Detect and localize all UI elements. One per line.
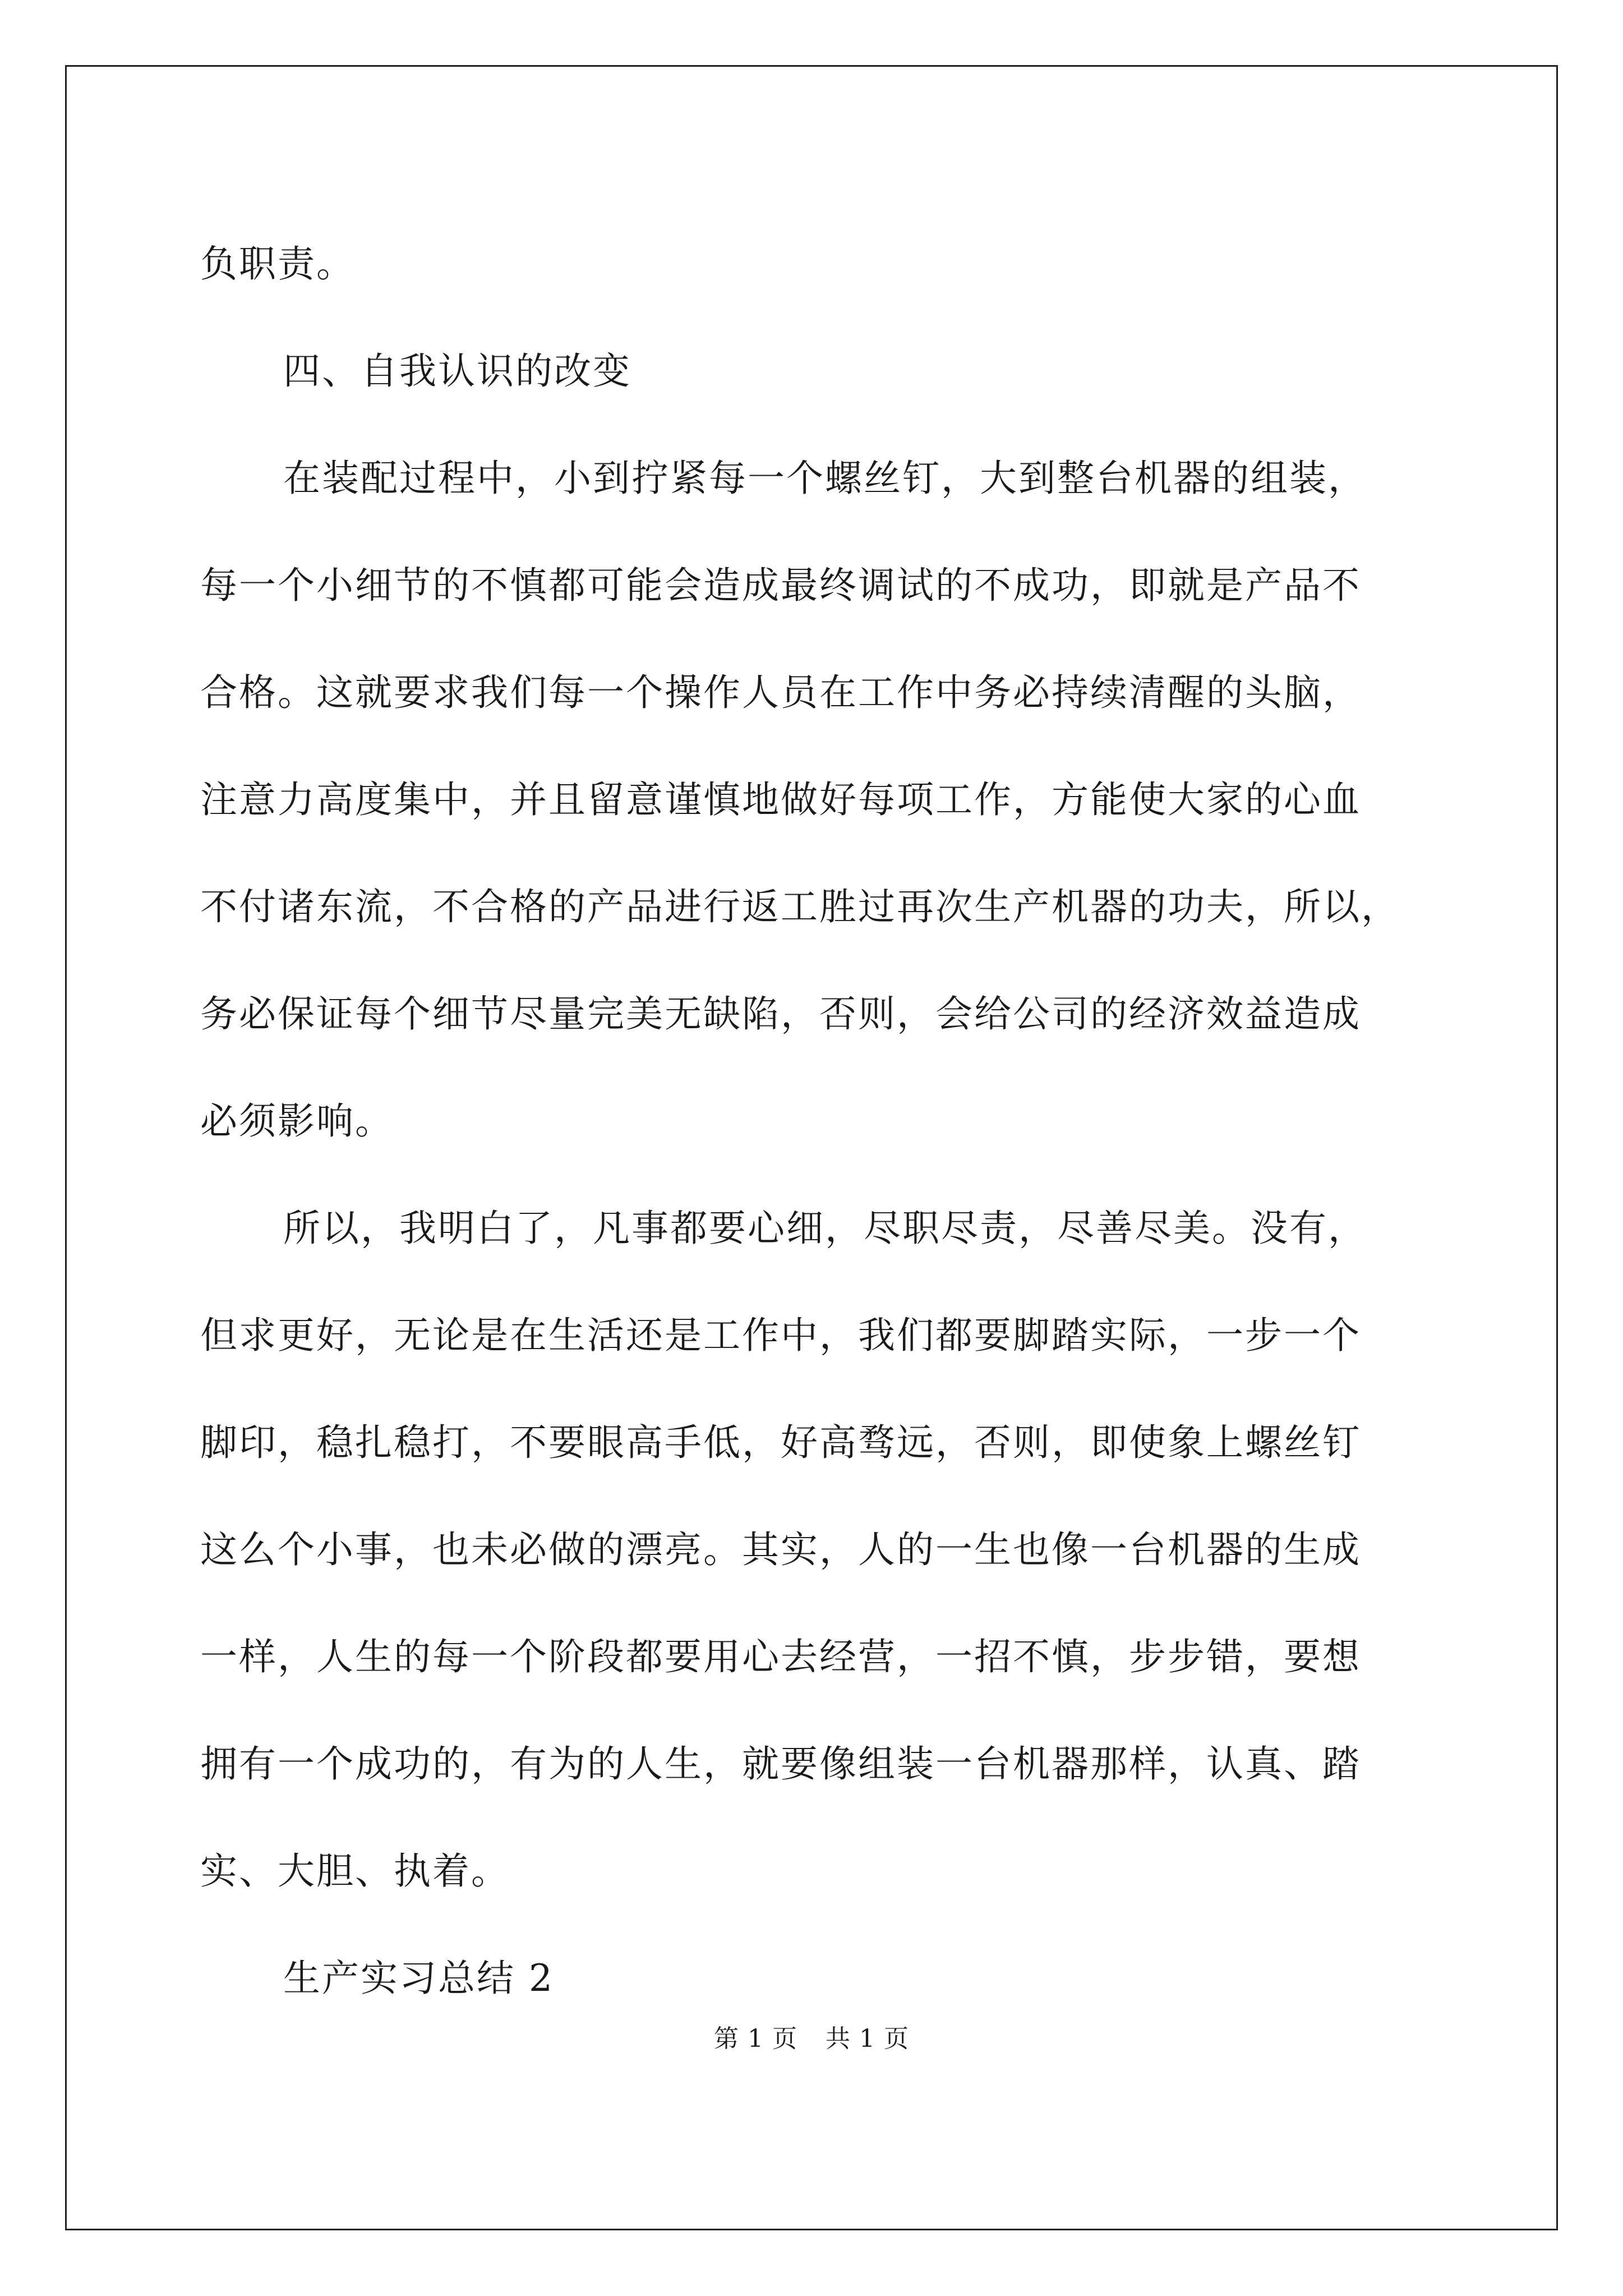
page-total: 共 1 页 <box>826 2024 909 2053</box>
text-line: 但求更好，无论是在生活还是工作中，我们都要脚踏实际，一步一个 <box>200 1314 1361 1357</box>
text-line: 每一个小细节的不慎都可能会造成最终调试的不成功，即就是产品不 <box>200 564 1361 607</box>
page-footer <box>0 2022 1623 2056</box>
text-line: 不付诸东流，不合格的产品进行返工胜过再次生产机器的功夫，所以， <box>200 885 1400 928</box>
text-line: 实、大胆、执着。 <box>200 1849 510 1893</box>
text-line: 合格。这就要求我们每一个操作人员在工作中务必持续清醒的头脑， <box>200 671 1361 714</box>
section-heading: 四、自我认识的改变 <box>283 349 631 393</box>
text-line: 拥有一个成功的，有为的人生，就要像组装一台机器那样，认真、踏 <box>200 1742 1361 1786</box>
page-number: 第 1 页 <box>714 2024 797 2053</box>
text-line: 在装配过程中，小到拧紧每一个螺丝钉，大到整台机器的组装， <box>283 457 1367 500</box>
text-line: 必须影响。 <box>200 1099 394 1143</box>
section-heading: 生产实习总结 2 <box>283 1957 554 2000</box>
document-body <box>200 210 1462 2032</box>
text-line: 务必保证每个细节尽量完美无缺陷，否则，会给公司的经济效益造成 <box>200 992 1361 1036</box>
text-line: 一样，人生的每一个阶段都要用心去经营，一招不慎，步步错，要想 <box>200 1635 1361 1678</box>
text-line: 这么个小事，也未必做的漂亮。其实，人的一生也像一台机器的生成 <box>200 1528 1361 1571</box>
text-line: 注意力高度集中，并且留意谨慎地做好每项工作，方能使大家的心血 <box>200 778 1361 821</box>
text-line: 所以，我明白了，凡事都要心细，尽职尽责，尽善尽美。没有， <box>283 1207 1367 1250</box>
text-line: 负职责。 <box>200 242 355 286</box>
text-line: 脚印，稳扎稳打，不要眼高手低，好高骛远，否则，即使象上螺丝钉 <box>200 1421 1361 1464</box>
